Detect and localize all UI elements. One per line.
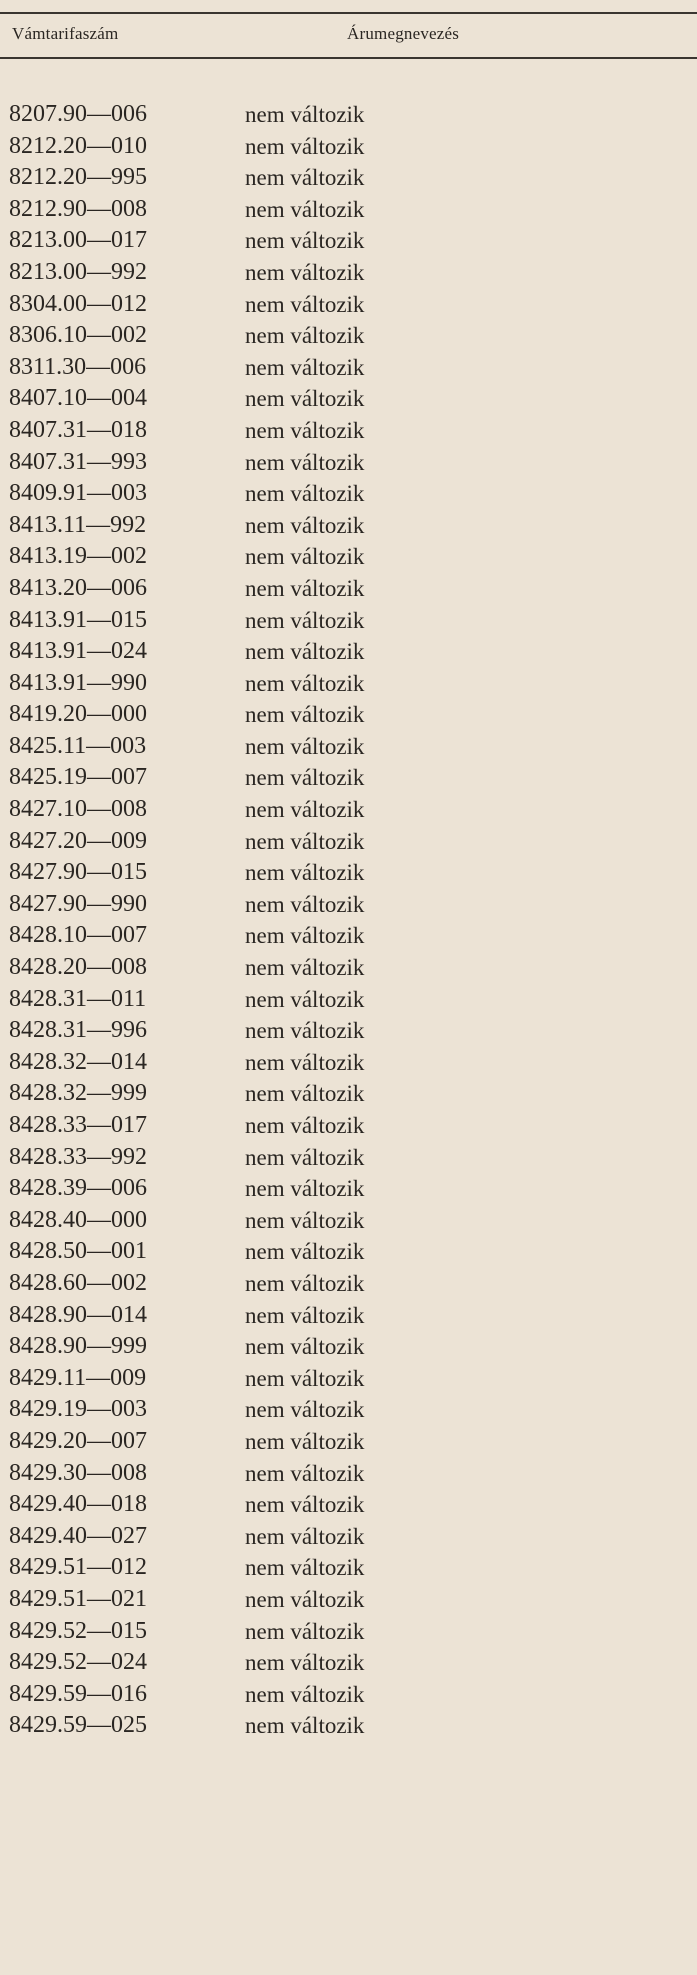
tariff-code: 8428.60—002 xyxy=(9,1269,147,1296)
goods-description: nem változik xyxy=(245,955,365,981)
table-row xyxy=(0,573,697,605)
tariff-code: 8212.20—995 xyxy=(9,164,147,191)
table-row xyxy=(0,131,697,163)
tariff-code: 8425.19—007 xyxy=(9,764,147,791)
header-rule-bottom xyxy=(0,57,697,59)
tariff-code: 8207.90—006 xyxy=(9,101,147,127)
tariff-code: 8427.90—990 xyxy=(9,890,147,917)
tariff-code: 8212.90—008 xyxy=(9,195,147,222)
table-row xyxy=(0,1268,697,1300)
tariff-code: 8429.40—027 xyxy=(9,1522,147,1549)
tariff-code: 8428.33—992 xyxy=(9,1143,147,1170)
tariff-code: 8407.10—004 xyxy=(9,385,147,412)
tariff-code: 8429.52—015 xyxy=(9,1617,147,1644)
goods-description: nem változik xyxy=(245,1018,365,1044)
goods-description: nem változik xyxy=(245,354,365,380)
table-row xyxy=(0,1015,697,1047)
goods-description: nem változik xyxy=(245,1113,365,1138)
tariff-code: 8212.20—010 xyxy=(9,132,147,159)
goods-description: nem változik xyxy=(245,1586,365,1612)
tariff-code: 8409.91—003 xyxy=(9,480,147,507)
table-row xyxy=(0,1584,697,1616)
tariff-table-body xyxy=(0,99,697,1742)
goods-description: nem változik xyxy=(245,1681,365,1707)
table-row xyxy=(0,1300,697,1332)
tariff-code: 8429.51—021 xyxy=(9,1585,147,1612)
table-row xyxy=(0,1142,697,1174)
goods-description: nem változik xyxy=(245,1555,365,1581)
table-row xyxy=(0,99,697,131)
table-row xyxy=(0,889,697,921)
table-row xyxy=(0,383,697,415)
table-row xyxy=(0,1331,697,1363)
tariff-code: 8407.31—018 xyxy=(9,416,147,443)
table-row xyxy=(0,1426,697,1458)
goods-description: nem változik xyxy=(245,165,365,191)
goods-description: nem változik xyxy=(245,1618,365,1644)
tariff-code: 8213.00—017 xyxy=(9,227,147,254)
tariff-code: 8428.10—007 xyxy=(9,922,147,949)
table-row xyxy=(0,1710,697,1742)
table-row xyxy=(0,1394,697,1426)
table-row xyxy=(0,1647,697,1679)
table-row xyxy=(0,605,697,637)
tariff-code: 8429.19—003 xyxy=(9,1396,147,1423)
tariff-code: 8213.00—992 xyxy=(9,258,147,285)
goods-description: nem változik xyxy=(245,259,365,285)
table-row xyxy=(0,289,697,321)
goods-description: nem változik xyxy=(245,765,365,791)
table-row xyxy=(0,162,697,194)
goods-description: nem változik xyxy=(245,133,365,159)
goods-description: nem változik xyxy=(245,575,365,601)
table-row xyxy=(0,447,697,479)
table-row xyxy=(0,1679,697,1711)
table-row xyxy=(0,541,697,573)
tariff-code: 8428.32—999 xyxy=(9,1080,147,1107)
tariff-code: 8429.20—007 xyxy=(9,1427,147,1454)
goods-description: nem változik xyxy=(245,1144,365,1170)
tariff-code: 8428.90—999 xyxy=(9,1333,147,1360)
table-row xyxy=(0,1173,697,1205)
tariff-code: 8413.19—002 xyxy=(9,543,147,570)
tariff-code: 8428.31—996 xyxy=(9,1017,147,1044)
tariff-code: 8427.10—008 xyxy=(9,796,147,823)
goods-description: nem változik xyxy=(245,828,365,854)
goods-description: nem változik xyxy=(245,449,365,475)
table-row xyxy=(0,952,697,984)
table-row xyxy=(0,225,697,257)
tariff-code: 8427.90—015 xyxy=(9,859,147,886)
table-row xyxy=(0,1363,697,1395)
goods-description: nem változik xyxy=(245,1049,365,1075)
table-row xyxy=(0,731,697,763)
table-row xyxy=(0,1078,697,1110)
goods-description: nem változik xyxy=(245,544,365,570)
header-rule-top xyxy=(0,12,697,14)
goods-description: nem változik xyxy=(245,1239,365,1265)
tariff-code: 8429.11—009 xyxy=(9,1364,147,1391)
tariff-code: 8428.39—006 xyxy=(9,1175,147,1202)
table-row xyxy=(0,794,697,826)
goods-description: nem változik xyxy=(245,1270,365,1296)
tariff-code: 8429.59—016 xyxy=(9,1680,147,1707)
tariff-code: 8413.91—990 xyxy=(9,669,147,696)
tariff-code: 8306.10—002 xyxy=(9,322,147,349)
tariff-code: 8427.20—009 xyxy=(9,827,147,854)
goods-description: nem változik xyxy=(245,860,365,886)
tariff-code: 8428.20—008 xyxy=(9,954,147,981)
tariff-code: 8428.90—014 xyxy=(9,1301,147,1328)
tariff-code: 8429.52—024 xyxy=(9,1649,147,1676)
goods-description: nem változik xyxy=(245,702,365,728)
goods-description: nem változik xyxy=(245,1460,365,1486)
goods-description: nem változik xyxy=(245,797,365,823)
tariff-code: 8413.91—015 xyxy=(9,606,147,633)
tariff-code: 8428.33—017 xyxy=(9,1112,147,1138)
goods-description: nem változik xyxy=(245,923,365,949)
table-row xyxy=(0,699,697,731)
table-row xyxy=(0,1616,697,1648)
tariff-code: 8428.50—001 xyxy=(9,1238,147,1265)
table-row xyxy=(0,257,697,289)
table-row xyxy=(0,320,697,352)
goods-description: nem változik xyxy=(245,639,365,665)
goods-description: nem változik xyxy=(245,481,365,507)
tariff-code: 8428.31—011 xyxy=(9,985,147,1012)
goods-description: nem változik xyxy=(245,196,365,222)
goods-description: nem változik xyxy=(245,417,365,443)
table-row xyxy=(0,920,697,952)
goods-description: nem változik xyxy=(245,733,365,759)
goods-description: nem változik xyxy=(245,1334,365,1360)
table-row xyxy=(0,668,697,700)
tariff-code: 8428.40—000 xyxy=(9,1206,147,1233)
table-row xyxy=(0,857,697,889)
goods-description: nem változik xyxy=(245,1176,365,1202)
goods-description: nem változik xyxy=(245,986,365,1012)
tariff-code: 8429.59—025 xyxy=(9,1712,147,1739)
column-header-description: Árumegnevezés xyxy=(347,24,460,43)
table-row xyxy=(0,762,697,794)
table-row xyxy=(0,1552,697,1584)
table-row xyxy=(0,1458,697,1490)
table-row xyxy=(0,415,697,447)
table-row xyxy=(0,636,697,668)
table-row xyxy=(0,1521,697,1553)
tariff-code: 8413.20—006 xyxy=(9,574,147,601)
table-row xyxy=(0,478,697,510)
tariff-code: 8407.31—993 xyxy=(9,448,147,475)
tariff-code: 8304.00—012 xyxy=(9,290,147,317)
goods-description: nem változik xyxy=(245,323,365,349)
table-row xyxy=(0,1205,697,1237)
goods-description: nem változik xyxy=(245,228,365,254)
goods-description: nem változik xyxy=(245,291,365,317)
goods-description: nem változik xyxy=(245,386,365,412)
tariff-code: 8429.51—012 xyxy=(9,1554,147,1581)
tariff-code: 8425.11—003 xyxy=(9,732,147,759)
goods-description: nem változik xyxy=(245,670,365,696)
goods-description: nem változik xyxy=(245,1428,365,1454)
goods-description: nem változik xyxy=(245,1713,365,1739)
goods-description: nem változik xyxy=(245,1081,365,1107)
tariff-code: 8429.40—018 xyxy=(9,1491,147,1518)
goods-description: nem változik xyxy=(245,1207,365,1233)
tariff-code: 8428.32—014 xyxy=(9,1048,147,1075)
tariff-code: 8429.30—008 xyxy=(9,1459,147,1486)
goods-description: nem változik xyxy=(245,891,365,917)
table-row xyxy=(0,1047,697,1079)
goods-description: nem változik xyxy=(245,512,365,538)
goods-description: nem változik xyxy=(245,1492,365,1518)
tariff-code: 8413.11—992 xyxy=(9,511,147,538)
goods-description: nem változik xyxy=(245,102,365,127)
table-row xyxy=(0,826,697,858)
goods-description: nem változik xyxy=(245,1523,365,1549)
tariff-code: 8413.91—024 xyxy=(9,638,147,665)
table-row xyxy=(0,1110,697,1142)
goods-description: nem változik xyxy=(245,607,365,633)
table-row xyxy=(0,510,697,542)
goods-description: nem változik xyxy=(245,1302,365,1328)
tariff-code: 8311.30—006 xyxy=(9,353,147,380)
table-row xyxy=(0,984,697,1016)
column-header-code: Vámtarifaszám xyxy=(12,24,119,43)
goods-description: nem változik xyxy=(245,1397,365,1423)
table-row xyxy=(0,1236,697,1268)
goods-description: nem változik xyxy=(245,1650,365,1676)
table-row xyxy=(0,194,697,226)
tariff-code: 8419.20—000 xyxy=(9,701,147,728)
goods-description: nem változik xyxy=(245,1365,365,1391)
table-row xyxy=(0,352,697,384)
table-row xyxy=(0,1489,697,1521)
